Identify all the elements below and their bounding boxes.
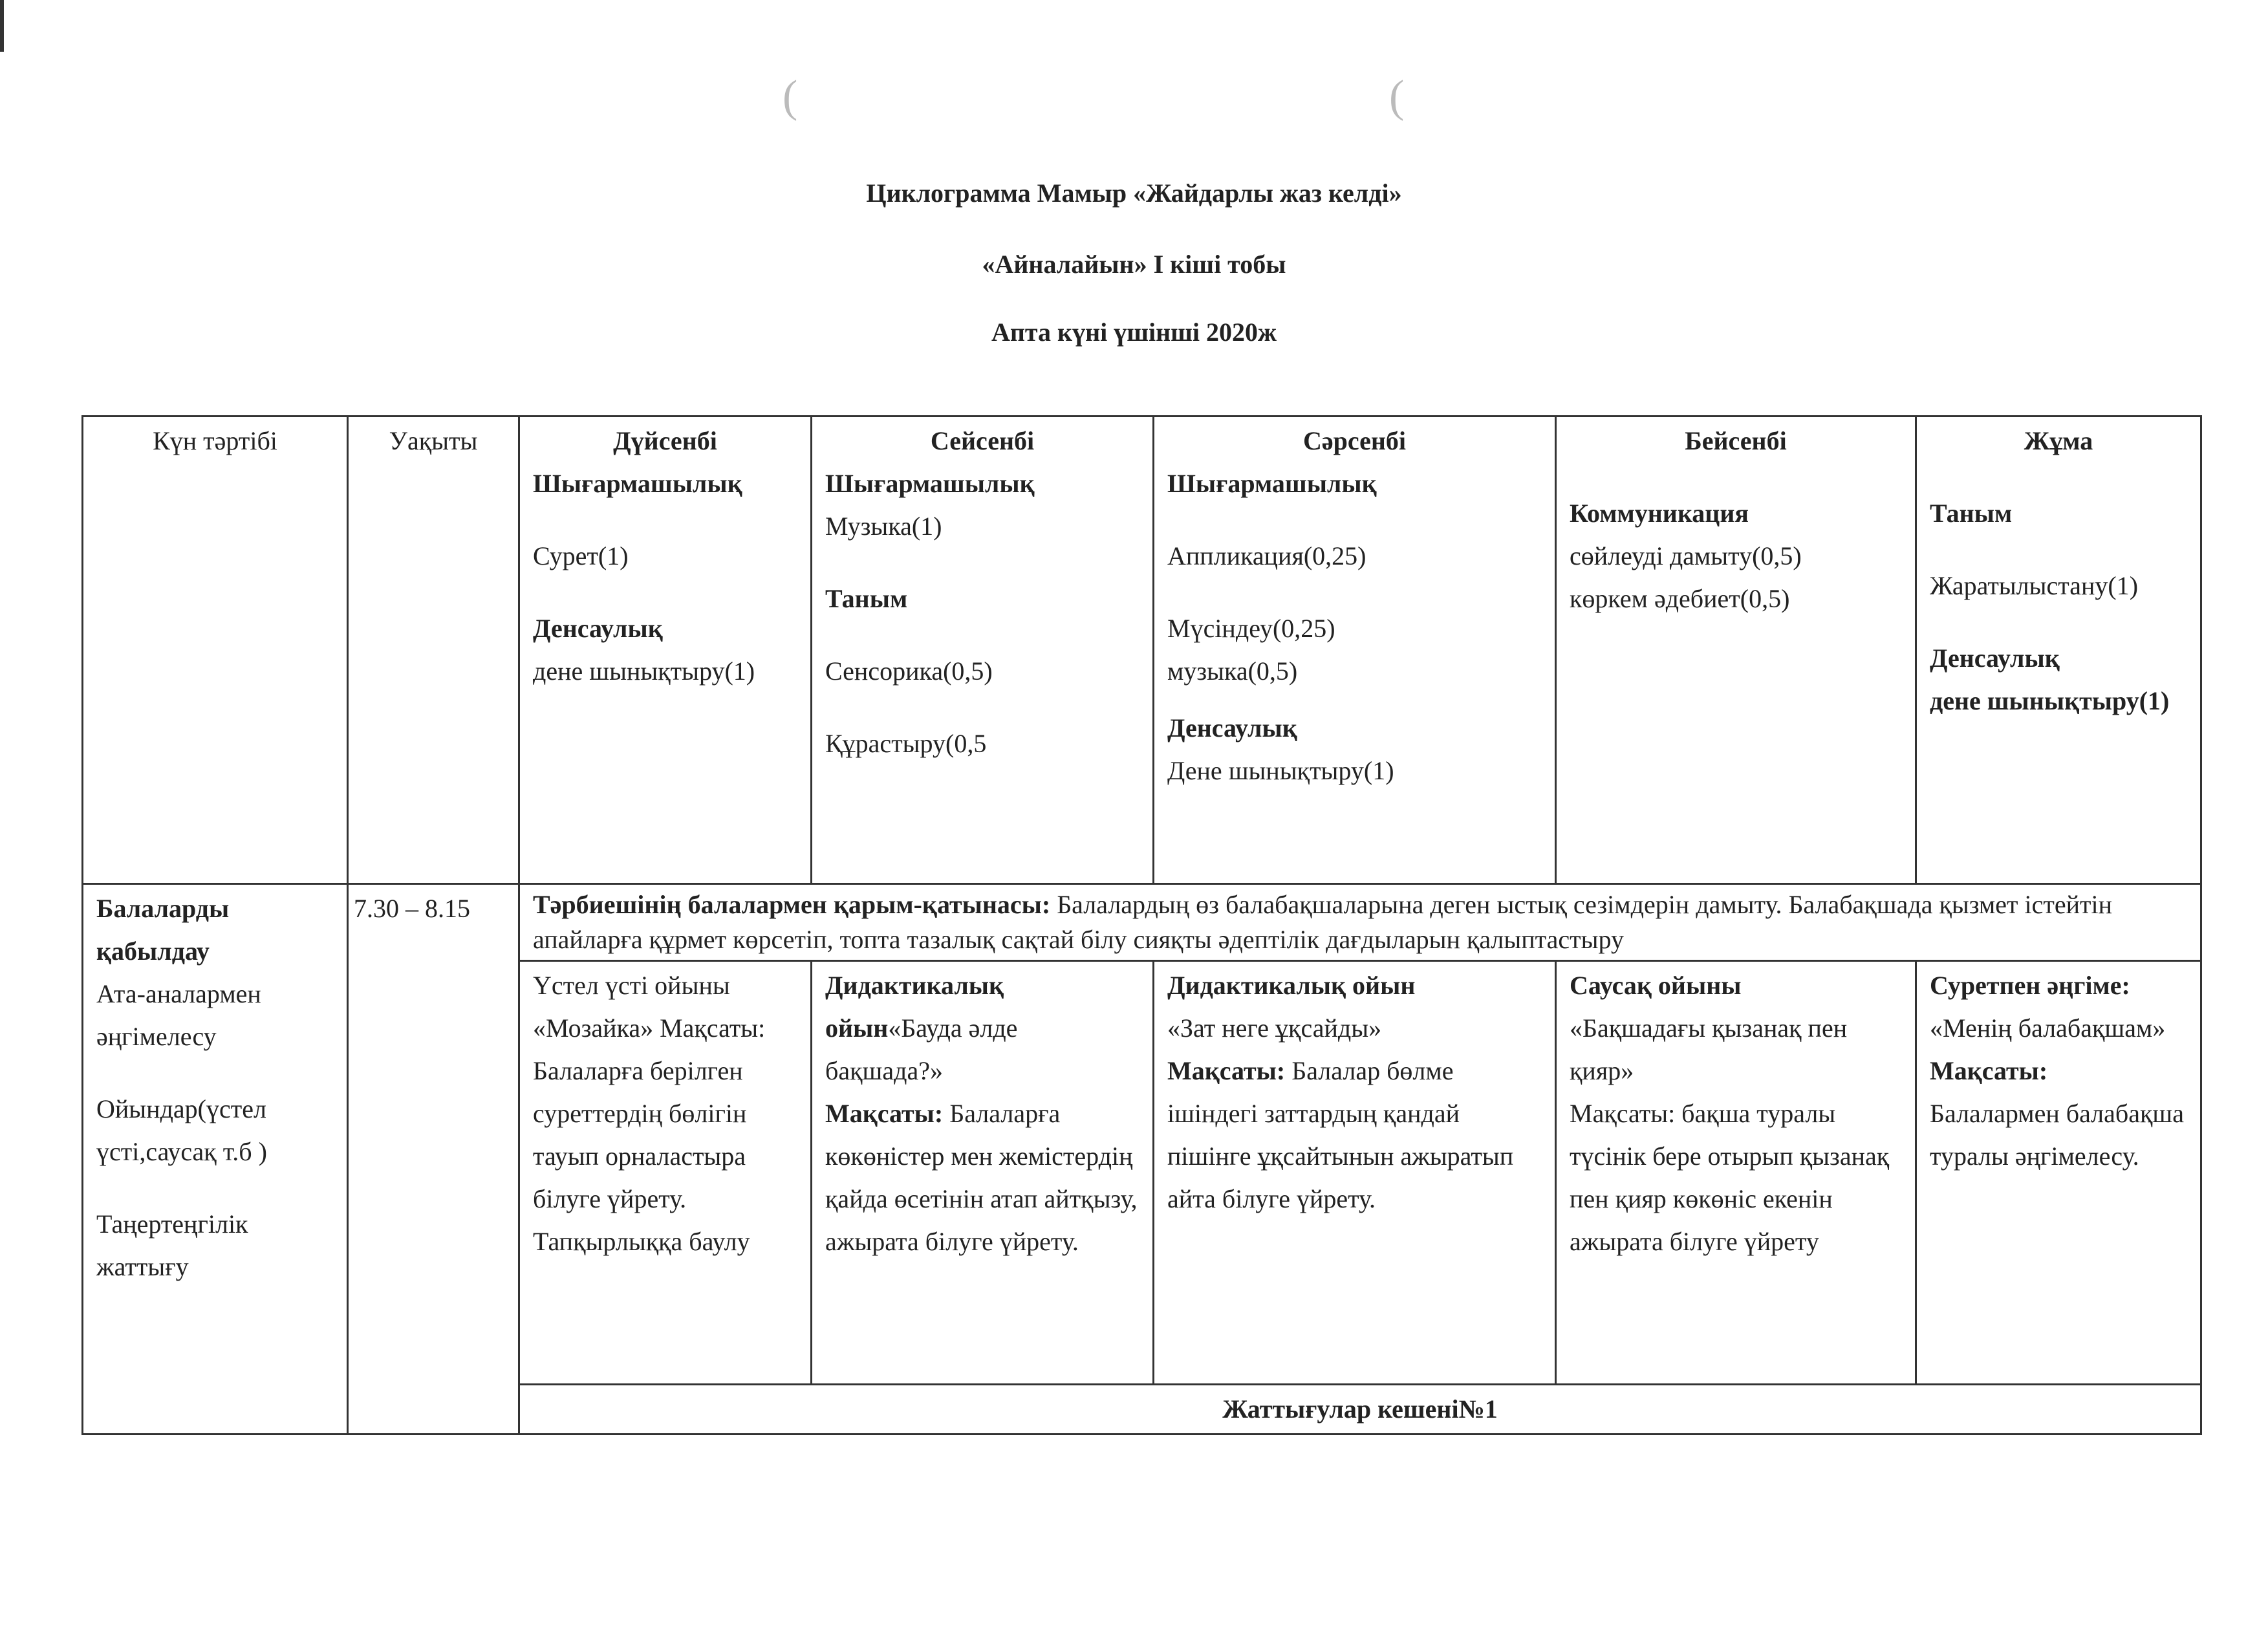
monday-label: Дүйсенбі — [613, 426, 717, 455]
tuesday-item1: Музыка(1) — [825, 512, 942, 541]
wednesday-header — [1154, 417, 1556, 884]
cyclogram-table — [81, 415, 2202, 1435]
wednesday-activity — [1154, 961, 1556, 1385]
thursday-goal: Мақсаты: бақша туралы түсінік бере отырып қызанақ пен қияр көкөніс екенін ажырата білуге үйрету — [1570, 1099, 1890, 1256]
monday-item1: Сурет(1) — [533, 541, 629, 570]
reception-item2: Ойындар(үстел үсті,саусақ т.б ) — [96, 1094, 267, 1166]
thursday-activity — [1556, 961, 1916, 1385]
thursday-item1: сөйлеуді дамыту(0,5) — [1570, 541, 1802, 570]
wednesday-area1: Шығармашылық — [1167, 469, 1377, 498]
thursday-label: Бейсенбі — [1685, 426, 1787, 455]
communication-cell — [519, 884, 2201, 961]
header-row — [83, 417, 2201, 884]
friday-activity-title: Суретпен әңгіме: — [1930, 971, 2130, 1000]
tuesday-label: Сейсенбі — [930, 426, 1035, 455]
tuesday-area2: Таным — [825, 584, 908, 613]
thursday-activity-game: «Бақшадағы қызанақ пен қияр» — [1570, 1013, 1848, 1085]
friday-activity — [1916, 961, 2201, 1385]
friday-goal: Балалармен балабақша туралы әңгімелесу. — [1930, 1099, 2184, 1171]
thursday-header — [1556, 417, 1916, 884]
tuesday-activity-title: Дидактикалық ойын — [825, 971, 1004, 1043]
friday-activity-game: «Менің балабақшам» — [1930, 1013, 2166, 1043]
exercise-title: Жаттығулар кешені№1 — [519, 1385, 2201, 1435]
week-title: Апта күні үшінші 2020ж — [991, 318, 1277, 347]
tuesday-area1: Шығармашылық — [825, 469, 1035, 498]
communication-label: Тәрбиешінің балалармен қарым-қатынасы: — [533, 890, 1051, 919]
tuesday-header — [812, 417, 1154, 884]
wednesday-goal-label: Мақсаты: — [1167, 1056, 1286, 1085]
wednesday-area2: Денсаулық — [1167, 713, 1297, 742]
reception-item3: Таңертеңгілік жаттығу — [96, 1209, 248, 1281]
friday-area1: Таным — [1930, 499, 2013, 528]
group-title: «Айналайын» І кіші тобы — [982, 250, 1286, 279]
friday-area2: Денсаулық — [1930, 644, 2060, 673]
monday-area1: Шығармашылық — [533, 469, 742, 498]
reception-item1: Ата-аналармен әңгімелесу — [96, 979, 261, 1051]
wednesday-activity-title: Дидактикалық ойын — [1167, 971, 1416, 1000]
wednesday-goal: Балалар бөлме ішіндегі заттардың қандай пішінге ұқсайтынын ажыратып айта білуге үйрету. — [1167, 1056, 1514, 1213]
friday-goal-label: Мақсаты: — [1930, 1056, 2048, 1085]
wednesday-activity-game: «Зат неге ұқсайды» — [1167, 1013, 1382, 1043]
friday-label: Жұма — [2024, 426, 2093, 455]
monday-activity: Үстел үсті ойыны «Мозайка» Мақсаты: Балаларға берілген суреттердің бөлігін тауып орналастыра білуге үйрету. Тапқырлыққа баулу — [519, 961, 812, 1385]
monday-item2: дене шынықтыру(1) — [533, 656, 755, 686]
tuesday-goal-label: Мақсаты: — [825, 1099, 944, 1128]
scan-artifact: ( — [783, 72, 798, 122]
communication-text: Балалардың өз балабақшаларына деген ыстық сезімдерін дамыту. Балабақшада қызмет істейтін апайларға құрмет көрсетіп, топта тазалық сақтай білу сияқты әдептілік дағдыларын қалыптастыру — [533, 890, 2113, 954]
tuesday-item2: Сенсорика(0,5) — [825, 656, 993, 686]
scan-edge-mark — [0, 0, 4, 52]
wednesday-item2: Мүсіндеу(0,25) — [1167, 614, 1335, 643]
communication-row — [83, 884, 2201, 961]
reception-cell — [83, 884, 348, 1435]
scan-artifact: ( — [1389, 72, 1405, 122]
thursday-item2: көркем әдебиет(0,5) — [1570, 584, 1790, 613]
friday-header — [1916, 417, 2201, 884]
tuesday-goal: Балаларға көкөністер мен жемістердің қайда өсетінін атап айтқызу, ажырата білуге үйрету. — [825, 1099, 1138, 1256]
wednesday-item4: Дене шынықтыру(1) — [1167, 756, 1394, 785]
wednesday-item3: музыка(0,5) — [1167, 656, 1298, 686]
document-title: Циклограмма Мамыр «Жайдарлы жаз келді» — [866, 179, 1402, 208]
thursday-activity-title: Саусақ ойыны — [1570, 971, 1742, 1000]
wednesday-item1: Аппликация(0,25) — [1167, 541, 1366, 570]
friday-item1: Жаратылыстану(1) — [1930, 571, 2139, 600]
monday-header — [519, 417, 812, 884]
monday-area2: Денсаулық — [533, 614, 663, 643]
tuesday-item3: Құрастыру(0,5 — [825, 729, 987, 758]
reception-title: Балаларды қабылдау — [96, 894, 230, 966]
wednesday-label: Сәрсенбі — [1302, 426, 1407, 455]
reception-time: 7.30 – 8.15 — [348, 884, 519, 1435]
schedule-header: Күн тәртібі — [83, 417, 348, 884]
time-header: Уақыты — [348, 417, 519, 884]
tuesday-activity — [812, 961, 1154, 1385]
thursday-area1: Коммуникация — [1570, 499, 1749, 528]
friday-item2: дене шынықтыру(1) — [1930, 686, 2170, 715]
tuesday-activity-game: «Бауда әлде бақшада?» — [825, 1013, 1018, 1085]
